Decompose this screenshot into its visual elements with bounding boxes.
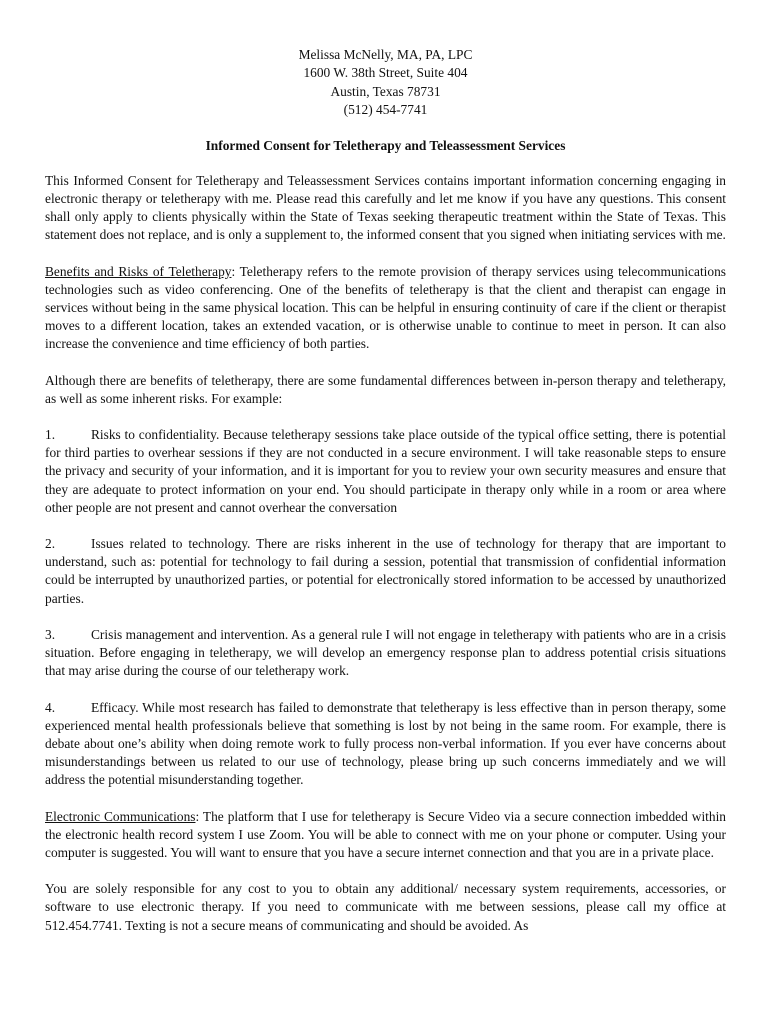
risk-item-1 [45,426,726,517]
risk-text: Crisis management and intervention. As a general rule I will not engage in teletherapy with patients who are in a crisis situation. Before engaging in teletherapy, we will develop an emergency response plan to address potential crisis situations that may arise during the course of our teletherapy work. [45,626,726,679]
risk-text: Issues related to technology. There are risks inherent in the use of technology for therapy that are important to understand, such as: potential for technology to fail during a session, potential that transmission of confidential information could be interrupted by unauthorized parties, or potential for electronically stored information to be accessed by unauthorized parties. [45,536,726,606]
risk-number: 2. [45,536,56,552]
risk-number: 4. [45,699,56,715]
electronic-communications-text: : The platform that I use for teletherapy is Secure Video via a secure connection imbedded within the electronic health record system I use Zoom. You will be able to connect with me on your phone or computer. Using your computer is suggested. You will want to ensure that you have a secure internet connection and that you are in a private place. [45,808,726,860]
electronic-communications-paragraph [45,808,726,863]
risk-text: Risks to confidentiality. Because teletherapy sessions take place outside of the typical office setting, there is potential for third parties to overhear sessions if they are not conducted in a secure environment. I will take reasonable steps to ensure the privacy and security of your information, and it is important for you to review your own security measures and ensure that they are adequate to protect information on your end. You should participate in therapy only while in a room or area where other people are not present and cannot overhear the conversation [45,427,726,515]
risk-item-3 [45,626,726,681]
benefits-paragraph [45,263,726,354]
benefits-text: : Teletherapy refers to the remote provision of therapy services using telecommunications technologies such as video conferencing. One of the benefits of teletherapy is that the client and therapist can engage in services without being in the same physical location. This can be helpful in ensuring continuity of care if the client or therapist moves to a different location, takes an extended vacation, or is otherwise unable to continue to meet in person. It can also increase the convenience and time efficiency of both parties. [45,263,726,352]
risk-number: 3. [45,626,56,642]
risk-item-4 [45,699,726,790]
city-state-zip: Austin, Texas 78731 [330,83,441,99]
street-address: 1600 W. 38th Street, Suite 404 [303,65,468,81]
benefits-heading: Benefits and Risks of Teletherapy [45,263,232,279]
document-title: Informed Consent for Teletherapy and Teleassessment Services [205,137,566,153]
risk-item-2 [45,535,726,608]
differences-paragraph: Although there are benefits of teletherapy, there are some fundamental differences between in-person therapy and teletherapy, as well as some inherent risks. For example: [45,372,726,406]
letterhead [45,46,726,120]
provider-name: Melissa McNelly, MA, PA, LPC [298,47,473,62]
responsibility-paragraph: You are solely responsible for any cost to you to obtain any additional/ necessary system requirements, accessories, or software to use electronic therapy. If you need to communicate with me between sessions, please call my office at 512.454.7741. Texting is not a secure means of communicating and should be avoided. As [45,881,726,933]
intro-paragraph: This Informed Consent for Teletherapy and Teleassessment Services contains important information concerning engaging in electronic therapy or teletherapy with me. Please read this carefully and let me know if you have any questions. This consent shall only apply to clients physically within the State of Texas seeking therapeutic treatment within the State of Texas. This statement does not replace, and is only a supplement to, the informed consent that you signed when initiating services with me. [45,172,726,243]
electronic-communications-heading: Electronic Communications [45,808,196,824]
risk-text: Efficacy. While most research has failed to demonstrate that teletherapy is less effective than in person therapy, some experienced mental health professionals believe that something is lost by not being in the same room. For example, there is debate about one’s ability when doing remote work to fully process non-verbal information. If you ever have concerns about misunderstandings between us related to our use of technology, please bring up such concerns immediately and we will address the potential misunderstanding together. [45,699,726,788]
risk-number: 1. [45,427,56,443]
phone-number: (512) 454-7741 [343,102,428,118]
